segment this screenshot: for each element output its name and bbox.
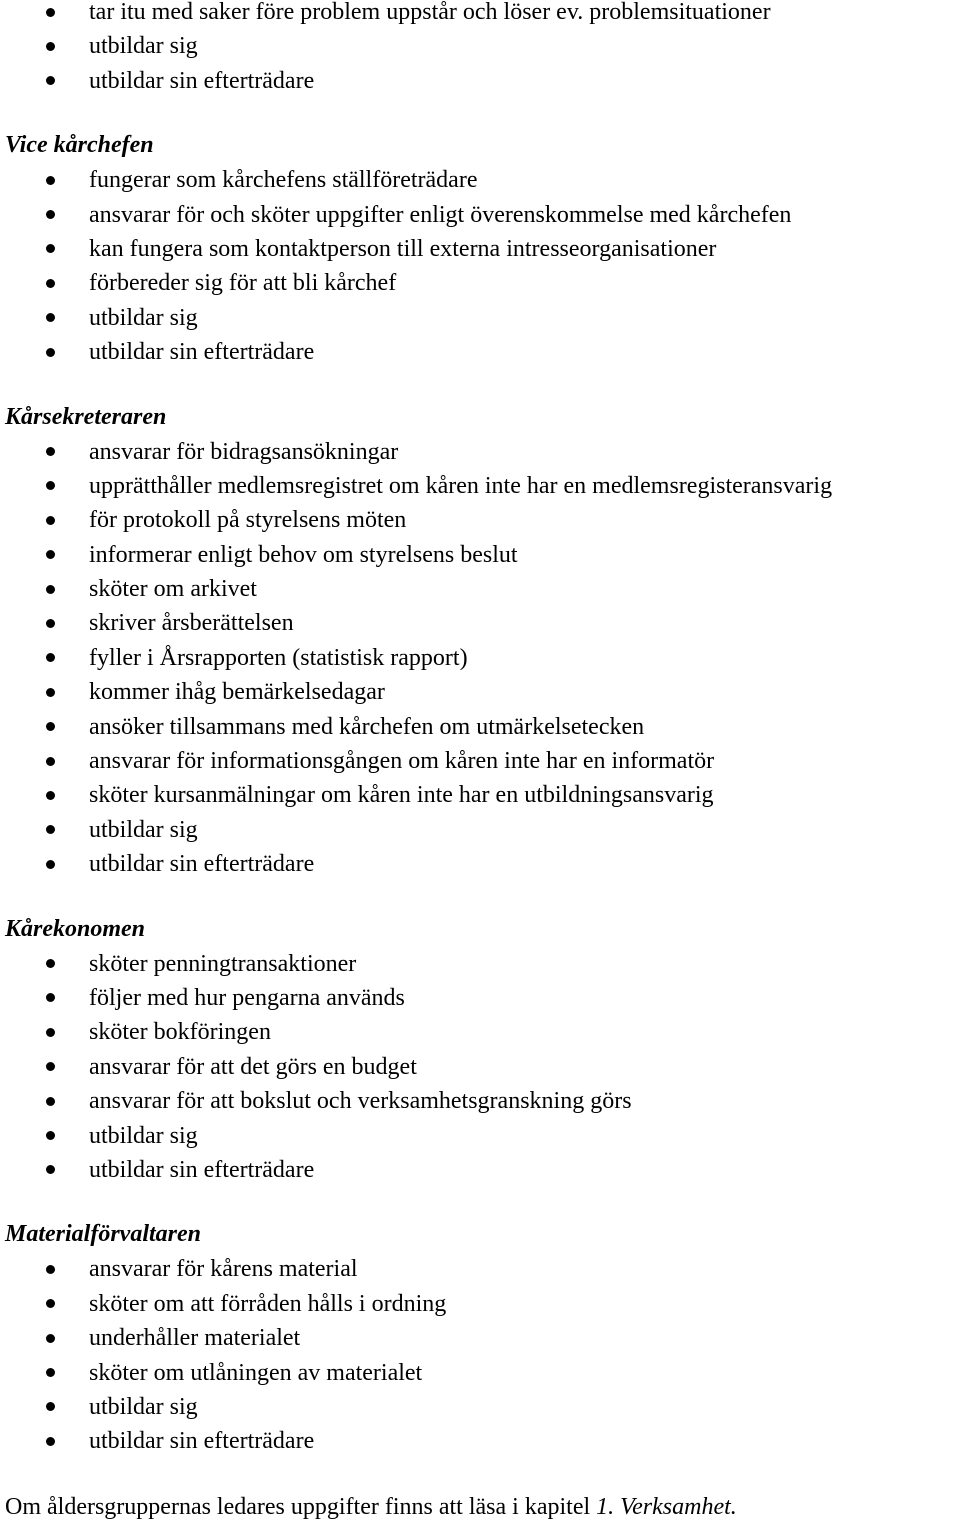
list-item: ansvarar för kårens material <box>0 1252 960 1286</box>
list-item: ansöker tillsammans med kårchefen om utmärkelsetecken <box>0 710 960 744</box>
bullet-icon <box>46 1402 55 1411</box>
bullet-icon <box>46 1334 55 1343</box>
section-list-vice-karchefen <box>0 163 960 369</box>
list-item: sköter penningtransaktioner <box>0 947 960 981</box>
list-item: utbildar sig <box>0 29 960 63</box>
list-item: ansvarar för och sköter uppgifter enligt överenskommelse med kårchefen <box>0 198 960 232</box>
list-item: utbildar sin efterträdare <box>0 1153 960 1187</box>
list-item: utbildar sin efterträdare <box>0 1424 960 1458</box>
section-list-karekonomen <box>0 947 960 1188</box>
bullet-icon <box>46 653 55 662</box>
list-item: utbildar sin efterträdare <box>0 64 960 98</box>
list-item: utbildar sin efterträdare <box>0 335 960 369</box>
list-item: kommer ihåg bemärkelsedagar <box>0 675 960 709</box>
bullet-icon <box>46 688 55 697</box>
bullet-icon <box>46 8 55 17</box>
list-item: fungerar som kårchefens ställföreträdare <box>0 163 960 197</box>
list-item: upprätthåller medlemsregistret om kåren inte har en medlemsregisteransvarig <box>0 469 960 503</box>
bullet-icon <box>46 1062 55 1071</box>
list-item: informerar enligt behov om styrelsens beslut <box>0 538 960 572</box>
bullet-icon <box>46 993 55 1002</box>
bullet-icon <box>46 244 55 253</box>
bullet-icon <box>46 1028 55 1037</box>
list-item: för protokoll på styrelsens möten <box>0 503 960 537</box>
bullet-icon <box>46 585 55 594</box>
section-heading-karekonomen: Kårekonomen <box>5 915 146 942</box>
bullet-icon <box>46 447 55 456</box>
list-item: kan fungera som kontaktperson till externa intresseorganisationer <box>0 232 960 266</box>
bullet-icon <box>46 516 55 525</box>
section-list-karsekreteraren <box>0 435 960 882</box>
bullet-icon <box>46 791 55 800</box>
section-heading-karsekreteraren: Kårsekreteraren <box>5 403 167 430</box>
section-list-materialforvaltaren <box>0 1252 960 1458</box>
list-item: utbildar sig <box>0 813 960 847</box>
list-item: ansvarar för bidragsansökningar <box>0 435 960 469</box>
bullet-icon <box>46 1097 55 1106</box>
list-item: sköter bokföringen <box>0 1015 960 1049</box>
bullet-icon <box>46 722 55 731</box>
intro-list <box>0 0 960 98</box>
bullet-icon <box>46 619 55 628</box>
list-item: utbildar sin efterträdare <box>0 847 960 881</box>
bullet-icon <box>46 279 55 288</box>
list-item: ansvarar för informationsgången om kåren inte har en informatör <box>0 744 960 778</box>
bullet-icon <box>46 313 55 322</box>
list-item: tar itu med saker före problem uppstår och löser ev. problemsituationer <box>0 0 960 29</box>
bullet-icon <box>46 42 55 51</box>
bullet-icon <box>46 1131 55 1140</box>
footer-note <box>0 1489 960 1525</box>
bullet-icon <box>46 757 55 766</box>
bullet-icon <box>46 1165 55 1174</box>
bullet-icon <box>46 176 55 185</box>
bullet-icon <box>46 1368 55 1377</box>
chapter-reference: 1. Verksamhet. <box>596 1493 737 1520</box>
bullet-icon <box>46 210 55 219</box>
bullet-icon <box>46 959 55 968</box>
bullet-icon <box>46 825 55 834</box>
bullet-icon <box>46 1265 55 1274</box>
list-item: ansvarar för att bokslut och verksamhetsgranskning görs <box>0 1084 960 1118</box>
bullet-icon <box>46 860 55 869</box>
list-item: sköter om utlåningen av materialet <box>0 1356 960 1390</box>
footer-text: Om åldersgruppernas ledares uppgifter finns att läsa i kapitel <box>5 1493 597 1520</box>
list-item: utbildar sig <box>0 1390 960 1424</box>
list-item: underhåller materialet <box>0 1321 960 1355</box>
section-heading-vice-karchefen: Vice kårchefen <box>5 132 154 159</box>
bullet-icon <box>46 1437 55 1446</box>
list-item: utbildar sig <box>0 1119 960 1153</box>
list-item: sköter kursanmälningar om kåren inte har en utbildningsansvarig <box>0 778 960 812</box>
list-item: följer med hur pengarna används <box>0 981 960 1015</box>
bullet-icon <box>46 1299 55 1308</box>
list-item: utbildar sig <box>0 301 960 335</box>
list-item: skriver årsberättelsen <box>0 606 960 640</box>
list-item: ansvarar för att det görs en budget <box>0 1050 960 1084</box>
bullet-icon <box>46 481 55 490</box>
list-item: sköter om att förråden hålls i ordning <box>0 1287 960 1321</box>
list-item: fyller i Årsrapporten (statistisk rapport) <box>0 641 960 675</box>
section-heading-materialforvaltaren: Materialförvaltaren <box>5 1221 201 1248</box>
bullet-icon <box>46 76 55 85</box>
bullet-icon <box>46 550 55 559</box>
list-item: förbereder sig för att bli kårchef <box>0 266 960 300</box>
bullet-icon <box>46 348 55 357</box>
list-item: sköter om arkivet <box>0 572 960 606</box>
